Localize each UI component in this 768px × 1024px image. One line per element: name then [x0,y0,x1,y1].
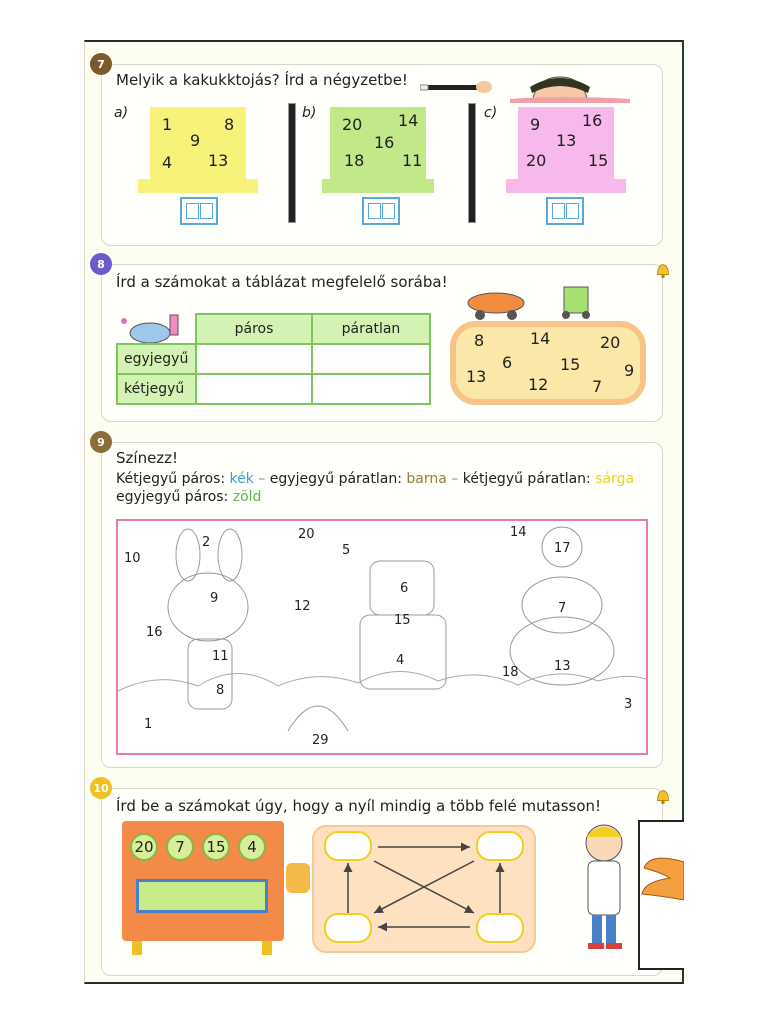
region-number: 9 [210,591,219,606]
bell-icon [654,787,672,805]
task-9-title: Színezz! [116,449,179,467]
machine-window [136,879,268,913]
hat-number: 9 [530,115,541,134]
region-number: 1 [144,717,153,732]
region-number: 10 [124,551,141,566]
tray-number: 9 [624,361,635,380]
hat-number: 15 [588,151,609,170]
region-number: 5 [342,543,351,558]
task-number-badge: 8 [90,253,112,275]
answer-cell[interactable] [196,374,312,404]
region-number: 2 [202,535,211,550]
coloring-picture[interactable] [116,519,648,755]
answer-slot[interactable] [324,831,372,861]
color-word-brown: barna [406,471,447,487]
tray-number: 13 [466,367,487,386]
region-number: 8 [216,683,225,698]
region-number: 7 [558,601,567,616]
region-number: 4 [396,653,405,668]
task-7-title: Melyik a kakukktojás? Írd a négyzetbe! [116,71,408,89]
color-word-green: zöld [232,489,262,505]
answer-box[interactable] [362,197,400,225]
region-number: 29 [312,733,329,748]
region-number: 12 [294,599,311,614]
hat-number: 1 [162,115,173,134]
task-number-badge: 7 [90,53,112,75]
hat-number: 16 [374,133,395,152]
divider-wand [468,103,476,223]
machine-funnel [286,863,310,893]
workbook-page [84,40,684,984]
number-ball: 7 [166,833,194,861]
answer-cell[interactable] [196,344,312,374]
hat-number: 20 [342,115,363,134]
number-ball: 20 [130,833,158,861]
number-machine [122,821,284,941]
tray-number: 20 [600,333,621,352]
hat-number: 11 [402,151,423,170]
hat-number: 8 [224,115,235,134]
number-ball: 15 [202,833,230,861]
answer-box[interactable] [180,197,218,225]
hat-number: 14 [398,111,419,130]
region-number: 17 [554,541,571,556]
tray-number: 7 [592,377,603,396]
task-number-badge: 9 [90,431,112,453]
task-8-panel [97,257,663,422]
answer-slot[interactable] [476,913,524,943]
answer-cell[interactable] [312,374,430,404]
arrow-board [312,825,536,953]
region-number: 3 [624,697,633,712]
column-header: páros [196,314,312,344]
hat-number: 4 [162,153,173,172]
bell-icon [654,261,672,279]
number-sort-table [116,313,431,405]
row-header: kétjegyű [117,374,196,404]
color-word-blue: kék [229,471,254,487]
tray-number: 14 [530,329,551,348]
hand-icon [640,852,684,922]
answer-slot[interactable] [476,831,524,861]
hat-number: 9 [190,131,201,150]
task-7-panel [97,57,663,246]
region-number: 18 [502,665,519,680]
task-10-title: Írd be a számokat úgy, hogy a nyíl mindig a több felé mutasson! [116,797,602,815]
region-number: 14 [510,525,527,540]
task-number-badge: 10 [90,777,112,799]
number-tray [450,321,646,405]
tray-number: 15 [560,355,581,374]
region-number: 13 [554,659,571,674]
wand-child-illustration [420,73,640,103]
row-header: egyjegyű [117,344,196,374]
number-ball: 4 [238,833,266,861]
hat-label: c) [484,105,498,121]
region-number: 16 [146,625,163,640]
hat-number: 13 [208,151,229,170]
answer-slot[interactable] [324,913,372,943]
tray-number: 8 [474,331,485,350]
divider-wand [288,103,296,223]
color-legend-line-2: egyjegyű páros: zöld [116,489,262,505]
region-number: 20 [298,527,315,542]
answer-box[interactable] [546,197,584,225]
tray-number: 12 [528,375,549,394]
task-8-title: Írd a számokat a táblázat megfelelő sorába! [116,273,448,291]
tray-number: 6 [502,353,513,372]
hat-number: 18 [344,151,365,170]
hat-label: b) [302,105,317,121]
hat-label: a) [114,105,129,121]
column-header: páratlan [312,314,430,344]
hat-number: 16 [582,111,603,130]
region-number: 15 [394,613,411,628]
region-number: 6 [400,581,409,596]
color-legend-line-1: Kétjegyű páros: kék – egyjegyű páratlan: barna – kétjegyű páratlan: sárga [116,471,635,487]
task-10-panel [93,781,663,976]
toy-cars-illustration [454,269,614,321]
scientist-illustration [570,813,640,963]
hat-number: 13 [556,131,577,150]
hat-number: 20 [526,151,547,170]
color-word-yellow: sárga [595,471,635,487]
region-number: 11 [212,649,229,664]
answer-cell[interactable] [312,344,430,374]
task-9-panel [97,435,663,768]
